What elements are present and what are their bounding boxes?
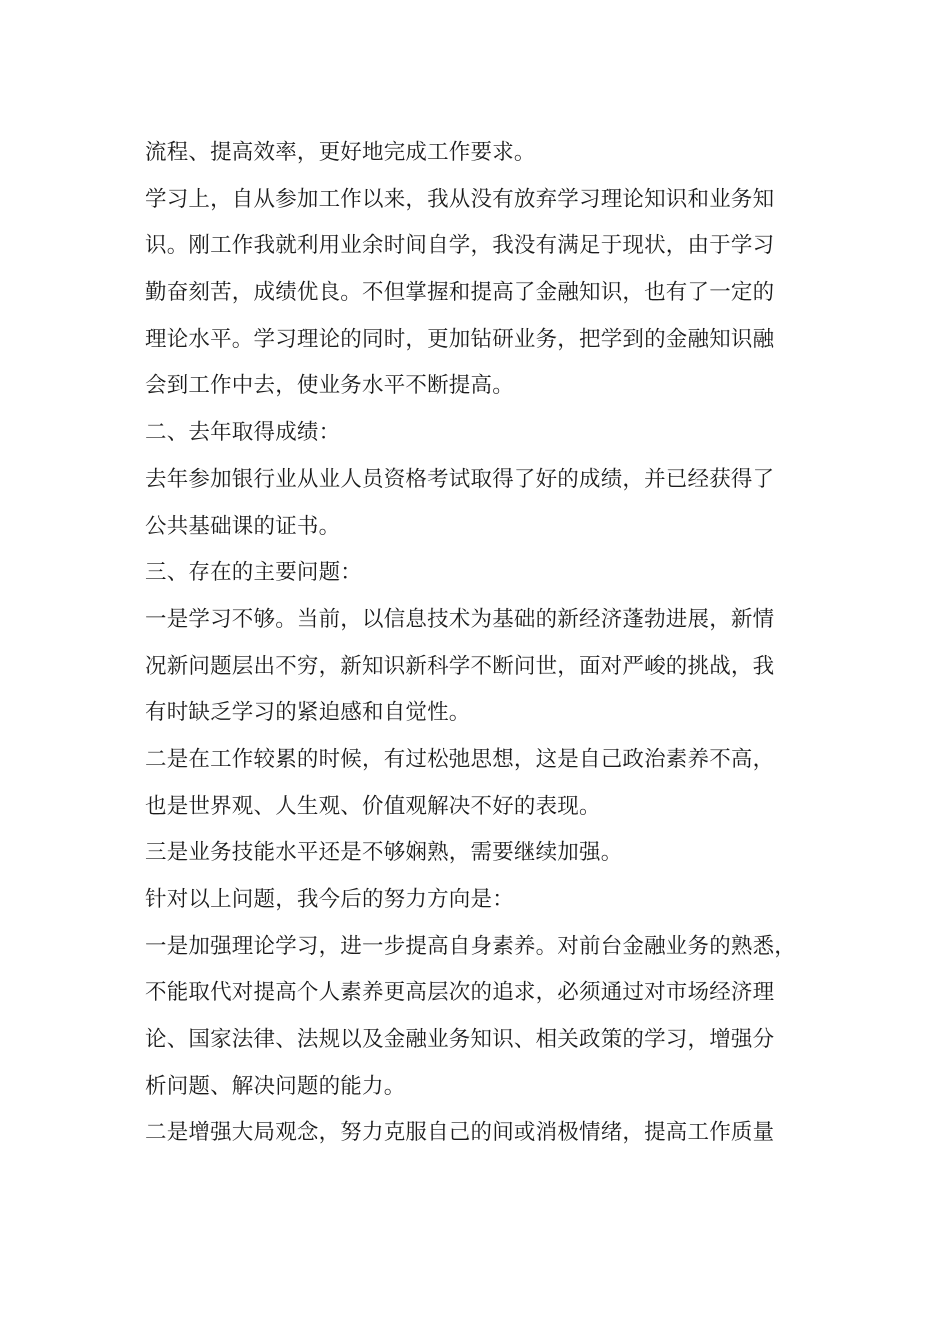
- text-line: 也是世界观、人生观、价值观解决不好的表现。: [145, 793, 601, 819]
- text-line: 论、国家法律、法规以及金融业务知识、相关政策的学习，增强分: [145, 1027, 775, 1053]
- text-line: 去年参加银行业从业人员资格考试取得了好的成绩，并已经获得了: [145, 466, 775, 492]
- text-line: 有时缺乏学习的紧迫感和自觉性。: [145, 700, 471, 726]
- text-line: 三是业务技能水平还是不够娴熟，需要继续加强。: [145, 840, 623, 866]
- text-line: 一是加强理论学习，进一步提高自身素养。对前台金融业务的熟悉，: [145, 933, 797, 959]
- text-line: 会到工作中去，使业务水平不断提高。: [145, 373, 514, 399]
- text-line: 识。刚工作我就利用业余时间自学，我没有满足于现状，由于学习: [145, 233, 775, 259]
- body-text: [145, 130, 835, 1157]
- text-line: 针对以上问题，我今后的努力方向是：: [145, 887, 514, 912]
- text-line: 勤奋刻苦，成绩优良。不但掌握和提高了金融知识，也有了一定的: [145, 280, 775, 306]
- text-line: 一是学习不够。当前，以信息技术为基础的新经济蓬勃进展，新情: [145, 606, 775, 632]
- text-line: 不能取代对提高个人素养更高层次的追求，必须通过对市场经济理: [145, 980, 775, 1006]
- section-heading: 三、存在的主要问题：: [145, 560, 363, 586]
- text-line: 公共基础课的证书。: [145, 513, 341, 539]
- text-line: 二是在工作较累的时候，有过松弛思想，这是自己政治素养不高，: [145, 746, 775, 772]
- section-heading: 二、去年取得成绩：: [145, 420, 341, 446]
- text-line: 流程、提高效率，更好地完成工作要求。: [145, 140, 536, 165]
- text-line: 析问题、解决问题的能力。: [145, 1073, 406, 1099]
- text-line: 学习上，自从参加工作以来，我从没有放弃学习理论知识和业务知: [145, 186, 775, 212]
- text-line: 况新问题层出不穷，新知识新科学不断问世，面对严峻的挑战，我: [145, 653, 775, 679]
- text-line: 二是增强大局观念，努力克服自己的间或消极情绪，提高工作质量: [145, 1120, 775, 1146]
- text-line: 理论水平。学习理论的同时，更加钻研业务，把学到的金融知识融: [145, 326, 775, 352]
